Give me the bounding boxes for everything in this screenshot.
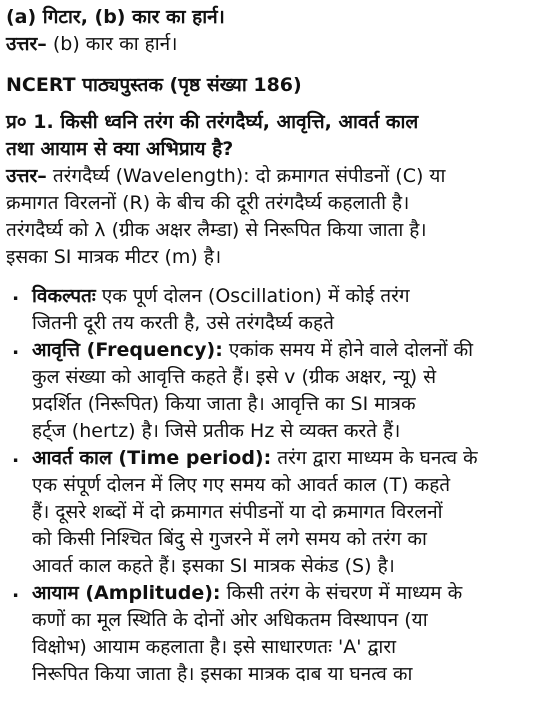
bullet-text: एक संपूर्ण दोलन में लिए गए समय को आवर्त काल (T) कहते bbox=[32, 474, 451, 496]
bullet-text: आवर्त काल कहते हैं। इसका SI मात्रक सेकंड (S) है। bbox=[32, 555, 395, 577]
bullet-marker: . bbox=[12, 337, 20, 359]
answer-label: उत्तर– bbox=[6, 33, 47, 55]
bullet-text: कणों का मूल स्थिति के दोनों ओर अधिकतम विस्थापन (या bbox=[32, 609, 428, 631]
previous-answer bbox=[6, 31, 535, 58]
bullet-text: किसी तरंग के संचरण में माध्यम के bbox=[220, 582, 463, 604]
bullet-text: कुल संख्या को आवृत्ति कहते हैं। इसे v (ग्रीक अक्षर, न्यू) से bbox=[32, 366, 437, 388]
bullet-text: को किसी निश्चित बिंदु से गुजरने में लगे समय को तरंग का bbox=[32, 528, 427, 550]
bullet-text: जितनी दूरी तय करती है, उसे तरंगदैर्घ्य कहते bbox=[32, 312, 334, 334]
question-line-2: तथा आयाम से क्या अभिप्राय है? bbox=[6, 138, 234, 160]
bullet-frequency bbox=[6, 337, 535, 445]
bullet-marker: . bbox=[12, 445, 20, 467]
bullet-term: विकल्पतः bbox=[32, 285, 96, 307]
bullet-text: विक्षोभ) आयाम कहलाता है। इसे साधारणतः 'A' द्वारा bbox=[32, 636, 397, 658]
bullet-term: आयाम (Amplitude): bbox=[32, 582, 221, 604]
bullet-amplitude bbox=[6, 580, 535, 688]
answer-line-3: तरंगदैर्घ्य को λ (ग्रीक अक्षर लैम्डा) से निरूपित किया जाता है। bbox=[6, 219, 427, 241]
answer-label: उत्तर– bbox=[6, 165, 47, 187]
options-line: (a) गिटार, (b) कार का हार्न। bbox=[6, 6, 225, 28]
section-title: NCERT पाठ्यपुस्तक (पृष्ठ संख्या 186) bbox=[6, 74, 302, 96]
bullet-text: प्रदर्शित (निरूपित) किया जाता है। आवृत्ति का SI मात्रक bbox=[32, 393, 416, 415]
bullet-term: आवृत्ति (Frequency): bbox=[32, 339, 223, 361]
bullet-text: हर्ट्ज (hertz) है। जिसे प्रतीक Hz से व्यक्त करते हैं। bbox=[32, 420, 401, 442]
question-line-1: प्र० 1. किसी ध्वनि तरंग की तरंगदैर्घ्य, आवृत्ति, आवर्त काल bbox=[6, 111, 419, 133]
bullet-text: हैं। दूसरे शब्दों में दो क्रमागत संपीडनों या दो क्रमागत विरलनों bbox=[32, 501, 443, 523]
bullet-term: आवर्त काल (Time period): bbox=[32, 447, 272, 469]
bullet-text: निरूपित किया जाता है। इसका मात्रक दाब या घनत्व का bbox=[32, 663, 413, 685]
bullet-text: एक पूर्ण दोलन (Oscillation) में कोई तरंग bbox=[95, 285, 410, 307]
answer-text: तरंगदैर्घ्य (Wavelength): दो क्रमागत संपीडनों (C) या bbox=[46, 165, 446, 187]
bullet-marker: . bbox=[12, 283, 20, 305]
bullet-text: तरंग द्वारा माध्यम के घनत्व के bbox=[271, 447, 478, 469]
bullet-oscillation bbox=[6, 283, 535, 337]
answer-line-4: इसका SI मात्रक मीटर (m) है। bbox=[6, 246, 222, 268]
bullet-time-period bbox=[6, 445, 535, 580]
answer-text: (b) कार का हार्न। bbox=[46, 33, 178, 55]
answer-line-2: क्रमागत विरलनों (R) के बीच की दूरी तरंगदैर्घ्य कहलाती है। bbox=[6, 192, 410, 214]
bullet-text: एकांक समय में होने वाले दोलनों की bbox=[222, 339, 474, 361]
bullet-marker: . bbox=[12, 580, 20, 602]
answer-line-1 bbox=[6, 163, 535, 190]
